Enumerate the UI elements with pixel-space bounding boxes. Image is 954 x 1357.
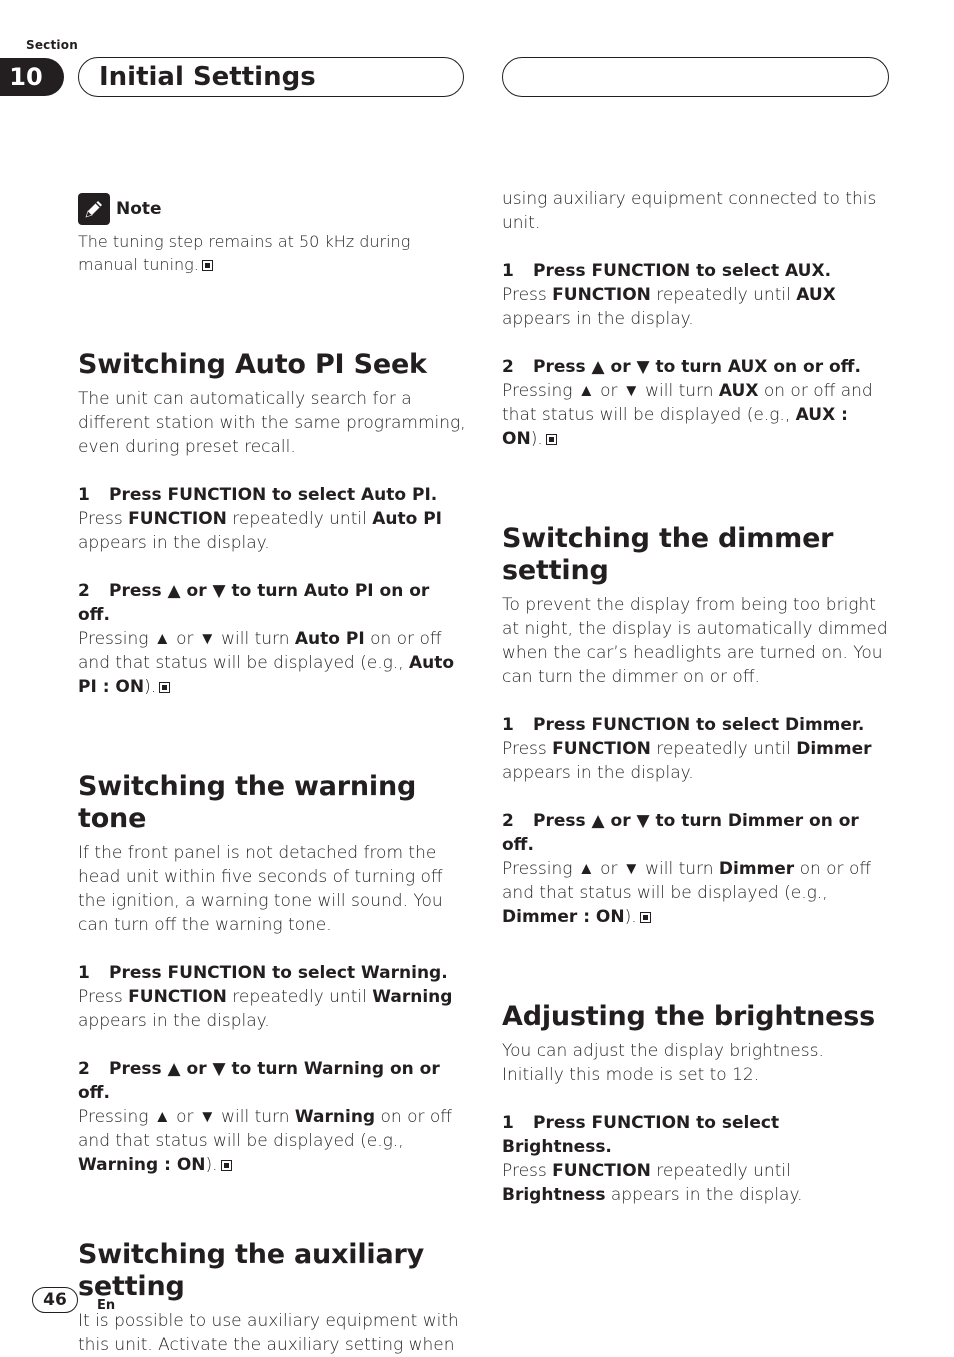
auto-pi-step2-title: 2 Press ▲ or ▼ to turn Auto PI on or off. [78, 581, 430, 625]
end-mark-icon [640, 912, 651, 923]
right-column [502, 187, 890, 1207]
heading-aux: Switching the auxiliary setting [78, 1239, 424, 1302]
auto-pi-intro: The unit can automatically search for a different station with the same programming, even during preset recall. [78, 389, 466, 457]
auto-pi-step2-body: Pressing ▲ or ▼ will turn Auto PI on or off and that status will be displayed (e.g., Auto PI : ON). [78, 629, 455, 697]
header-empty-pill [502, 57, 889, 97]
page-number: 46 [32, 1287, 78, 1313]
aux-intro-left: It is possible to use auxiliary equipment with this unit. Activate the auxiliary setting when [78, 1311, 459, 1355]
dimmer-intro: To prevent the display from being too bright at night, the display is automatically dimmed when the car’s headlights are turned on. You can turn the dimmer on or off. [502, 595, 888, 687]
dimmer-step1-body: Press FUNCTION repeatedly until Dimmer appears in the display. [502, 739, 872, 783]
aux-step2-title: 2 Press ▲ or ▼ to turn AUX on or off. [502, 357, 861, 377]
heading-dimmer: Switching the dimmer setting [502, 523, 834, 586]
warning-step1-body: Press FUNCTION repeatedly until Warning appears in the display. [78, 987, 453, 1031]
aux-step1-title: 1 Press FUNCTION to select AUX. [502, 261, 832, 281]
aux-step1-body: Press FUNCTION repeatedly until AUX appears in the display. [502, 285, 836, 329]
warning-step2-title: 2 Press ▲ or ▼ to turn Warning on or off. [78, 1059, 440, 1103]
heading-auto-pi: Switching Auto PI Seek [78, 349, 427, 380]
dimmer-step2-body: Pressing ▲ or ▼ will turn Dimmer on or off and that status will be displayed (e.g., Dimmer : ON). [502, 859, 872, 927]
auto-pi-step1-body: Press FUNCTION repeatedly until Auto PI appears in the display. [78, 509, 442, 553]
left-column [78, 192, 466, 1357]
warning-step1-title: 1 Press FUNCTION to select Warning. [78, 963, 448, 983]
brightness-intro: You can adjust the display brightness. Initially this mode is set to 12. [502, 1041, 824, 1085]
brightness-step1-body: Press FUNCTION repeatedly until Brightness appears in the display. [502, 1161, 803, 1205]
end-mark-icon [202, 260, 213, 271]
brightness-step1-title: 1 Press FUNCTION to select Brightness. [502, 1113, 780, 1157]
dimmer-step1-title: 1 Press FUNCTION to select Dimmer. [502, 715, 865, 735]
warning-step2-body: Pressing ▲ or ▼ will turn Warning on or off and that status will be displayed (e.g., Warning : ON). [78, 1107, 452, 1175]
end-mark-icon [546, 434, 557, 445]
dimmer-step2-title: 2 Press ▲ or ▼ to turn Dimmer on or off. [502, 811, 859, 855]
end-mark-icon [221, 1160, 232, 1171]
warning-intro: If the front panel is not detached from the head unit within five seconds of turning off the ignition, a warning tone will sound. You can turn off the warning tone. [78, 843, 443, 935]
note-header [78, 192, 466, 226]
auto-pi-step1-title: 1 Press FUNCTION to select Auto PI. [78, 485, 438, 505]
section-label: Section [26, 38, 78, 52]
section-number-badge: 10 [0, 58, 64, 96]
section-title: Initial Settings [78, 57, 464, 97]
aux-step2-body: Pressing ▲ or ▼ will turn AUX on or off and that status will be displayed (e.g., AUX : ON). [502, 381, 873, 449]
end-mark-icon [159, 682, 170, 693]
language-code: En [97, 1298, 116, 1313]
heading-brightness: Adjusting the brightness [502, 1001, 875, 1032]
note-text: The tuning step remains at 50 kHz during manual tuning. [78, 232, 411, 274]
aux-intro-right: using auxiliary equipment connected to this unit. [502, 189, 877, 233]
heading-warning: Switching the warning tone [78, 771, 417, 834]
note-pencil-icon [78, 193, 110, 225]
note-heading: Note [116, 199, 162, 219]
